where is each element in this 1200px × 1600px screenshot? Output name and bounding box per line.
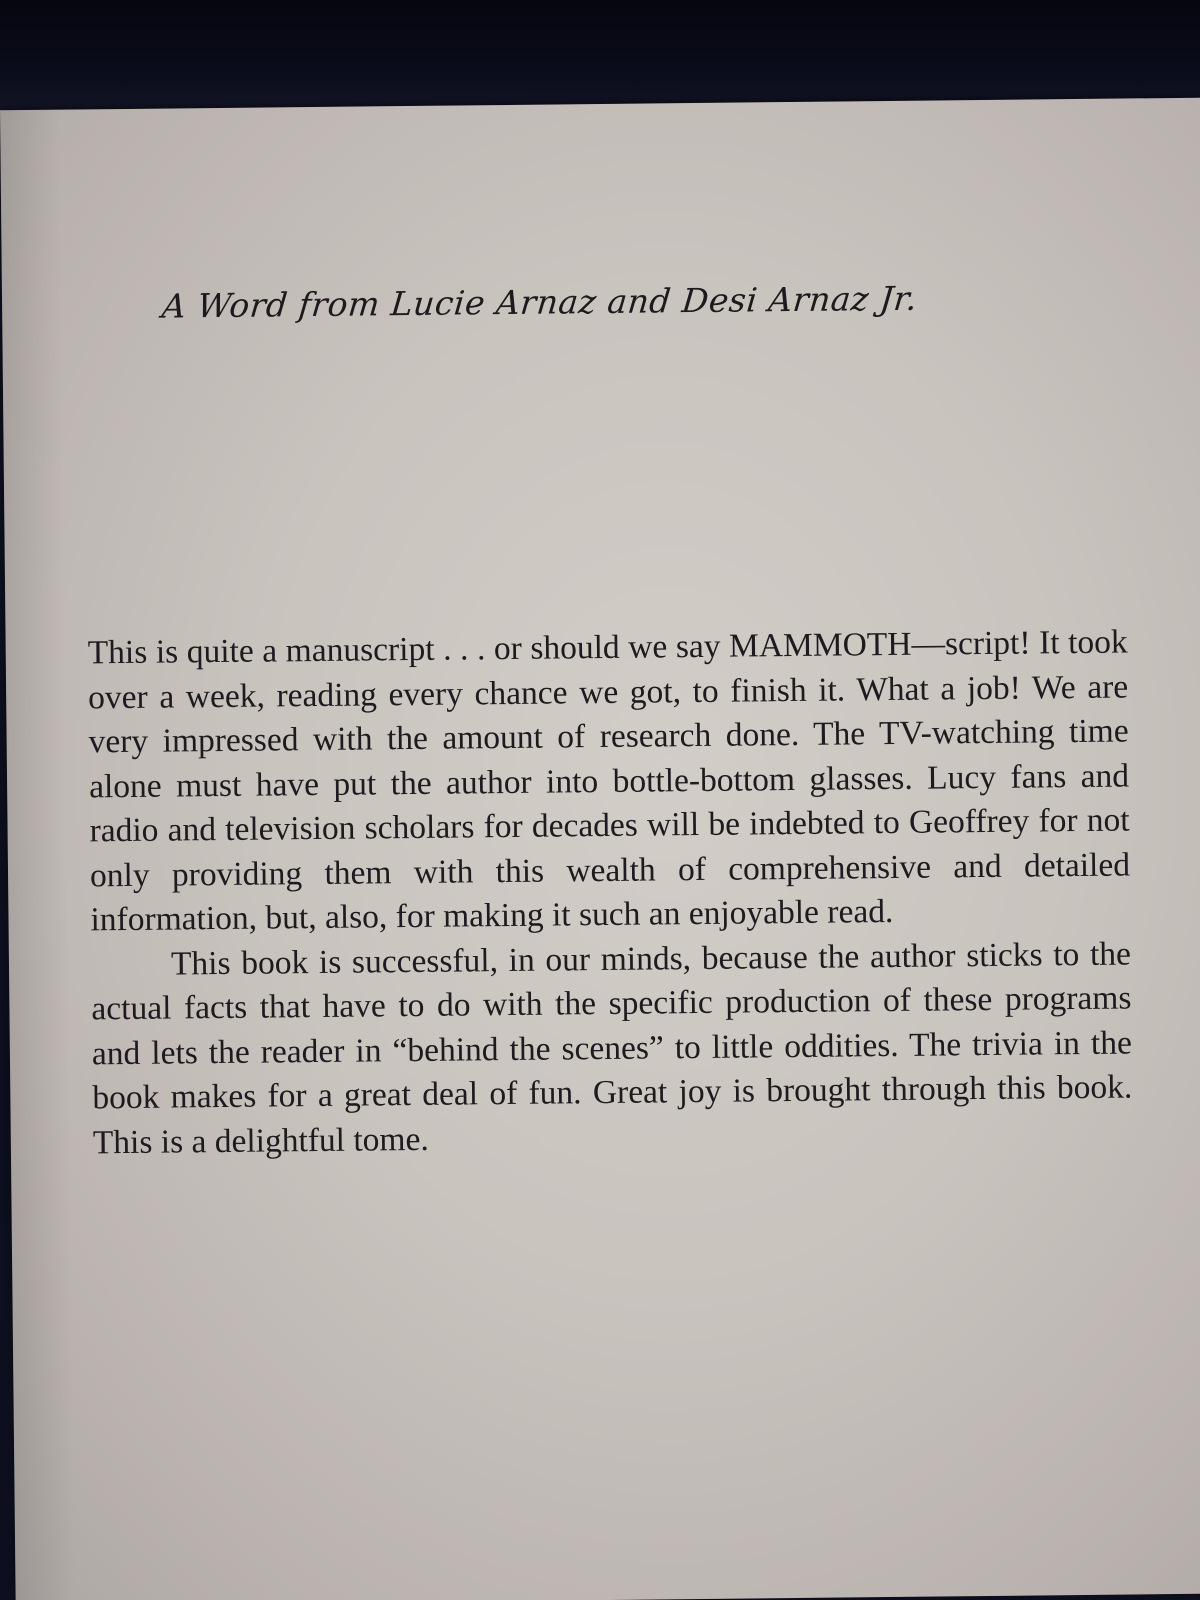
page-heading: A Word from Lucie Arnaz and Desi Arnaz Jr. — [160, 278, 920, 326]
paragraph-1: This is quite a manuscript . . . or should we say MAMMOTH—script! It took over a week, reading every chance we got, to finish it. What a job! We are very impressed with the amount of research done. The TV-watching time alone must have put the author into bottle-bottom glasses. Lucy fans and radio and television scholars for decades will be indebted to Geoffrey for not only providing them with this wealth of comprehensive and detailed information, but, also, for making it such an enjoyable read. — [87, 623, 1131, 939]
book-page — [0, 98, 1200, 1600]
dark-background — [0, 0, 1200, 112]
paragraph-2: This book is successful, in our minds, because the author sticks to the actual facts that have to do with the specific production of these programs and lets the reader in “behind the scenes” to little oddities. The trivia in the book makes for a great deal of fun. Great joy is brought through this book. This is a delightful tome. — [91, 934, 1133, 1161]
body-text — [87, 621, 1133, 1166]
